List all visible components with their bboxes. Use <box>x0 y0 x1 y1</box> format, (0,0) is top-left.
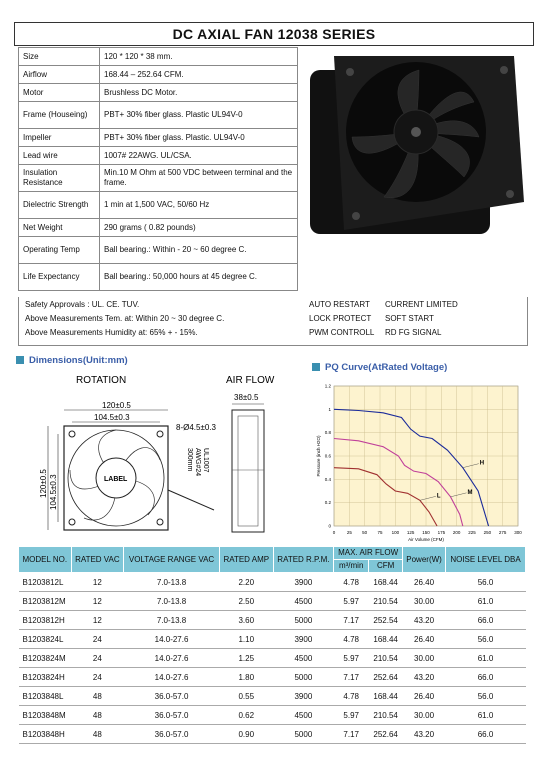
table-cell: 7.17 <box>334 668 369 687</box>
table-cell: 5.97 <box>334 592 369 611</box>
table-cell: 56.0 <box>446 687 526 706</box>
feature-pwm: PWM CONTROLL <box>309 328 375 337</box>
table-cell: 48 <box>71 687 124 706</box>
table-cell: 7.0-13.8 <box>124 573 220 592</box>
table-row <box>19 592 526 611</box>
spec-value: 168.44 – 252.64 CFM. <box>100 66 298 84</box>
table-cell: 168.44 <box>369 573 403 592</box>
spec-value: 120 * 120 * 38 mm. <box>100 48 298 66</box>
hub-label: LABEL <box>104 476 128 483</box>
table-cell: 12 <box>71 592 124 611</box>
spec-label: Lead wire <box>19 147 100 165</box>
table-cell: 48 <box>71 706 124 725</box>
table-cell: B1203812H <box>19 611 72 630</box>
spec-row <box>19 147 298 165</box>
table-cell: 30.00 <box>403 649 446 668</box>
table-cell: B1203824L <box>19 630 72 649</box>
table-cell: 56.0 <box>446 630 526 649</box>
table-cell: 210.54 <box>369 706 403 725</box>
table-cell: 5000 <box>273 611 334 630</box>
table-cell: 4500 <box>273 592 334 611</box>
spec-table <box>18 47 298 291</box>
x-tick-label: 250 <box>483 530 492 535</box>
wire-spec-1: UL1007 <box>202 448 209 473</box>
x-tick-label: 50 <box>362 530 368 535</box>
spec-row <box>19 48 298 66</box>
table-cell: 43.20 <box>403 611 446 630</box>
table-cell: 30.00 <box>403 706 446 725</box>
spec-row <box>19 219 298 237</box>
x-tick-label: 0 <box>332 530 336 535</box>
series-label: L <box>436 493 441 500</box>
table-cell: 2.50 <box>219 592 273 611</box>
table-cell: 0.62 <box>219 706 273 725</box>
table-cell: 61.0 <box>446 592 526 611</box>
spec-label: Airflow <box>19 66 100 84</box>
table-cell: B1203812L <box>19 573 72 592</box>
spec-value: 290 grams ( 0.82 pounds) <box>100 219 298 237</box>
y-axis-label: Pressure (inch H2O) <box>316 435 321 477</box>
table-row <box>19 649 526 668</box>
x-tick-label: 225 <box>468 530 476 535</box>
col-header: MAX. AIR FLOW <box>334 547 403 560</box>
height-hole-dimension: 104.5±0.3 <box>49 474 58 510</box>
x-tick-label: 200 <box>452 530 461 535</box>
height-dimension: 120±0.5 <box>39 469 48 498</box>
section-marker-icon <box>16 356 24 364</box>
depth-dimension: 38±0.5 <box>234 393 259 402</box>
table-cell: 252.54 <box>369 611 403 630</box>
feature-fg-signal: RD FG SIGNAL <box>385 328 442 337</box>
wire-spec-2: AWG#24 <box>194 448 201 477</box>
width-dimension: 120±0.5 <box>102 401 131 410</box>
feature-current-limited: CURRENT LIMITED <box>385 300 458 309</box>
spec-row <box>19 165 298 192</box>
table-cell: 168.44 <box>369 687 403 706</box>
table-cell: B1203848L <box>19 687 72 706</box>
x-tick-label: 100 <box>391 530 400 535</box>
x-tick-label: 150 <box>422 530 430 535</box>
x-tick-label: 125 <box>406 530 415 535</box>
table-cell: 168.44 <box>369 630 403 649</box>
spec-label: Frame (Houseing) <box>19 102 100 129</box>
spec-value: Brushless DC Motor. <box>100 84 298 102</box>
spec-value: 1007# 22AWG. UL/CSA. <box>100 147 298 165</box>
table-cell: 26.40 <box>403 630 446 649</box>
spec-value: Min.10 M Ohm at 500 VDC between terminal and the frame. <box>100 165 298 192</box>
spec-label: Operating Temp <box>19 237 100 264</box>
table-cell: 66.0 <box>446 668 526 687</box>
spec-label: Size <box>19 48 100 66</box>
y-tick-label: 1 <box>328 406 331 412</box>
table-cell: 30.00 <box>403 592 446 611</box>
table-cell: 5.97 <box>334 706 369 725</box>
spec-label: Motor <box>19 84 100 102</box>
table-cell: 12 <box>71 611 124 630</box>
table-cell: 252.64 <box>369 725 403 744</box>
table-cell: 1.80 <box>219 668 273 687</box>
table-cell: 26.40 <box>403 687 446 706</box>
feature-auto-restart: AUTO RESTART <box>309 300 370 309</box>
side-outline <box>232 410 264 532</box>
note-temp: Above Measurements Tem. at: Within 20 ~ 30 degree C. <box>25 314 225 323</box>
table-cell: B1203812M <box>19 592 72 611</box>
table-cell: 24 <box>71 630 124 649</box>
mount-hole-dimension: 8-Ø4.5±0.3 <box>176 423 216 432</box>
col-header: RATED AMP <box>219 547 273 573</box>
rotation-label: ROTATION <box>76 375 127 386</box>
table-row <box>19 725 526 744</box>
col-header: Power(W) <box>403 547 446 573</box>
pq-heading: PQ Curve(AtRated Voltage) <box>312 362 447 373</box>
table-cell: 2.20 <box>219 573 273 592</box>
table-cell: 210.54 <box>369 649 403 668</box>
spec-label: Net Weight <box>19 219 100 237</box>
spec-value: Ball bearing.: 50,000 hours at 45 degree C. <box>100 264 298 291</box>
table-cell: 210.54 <box>369 592 403 611</box>
series-label: M <box>467 489 473 496</box>
table-cell: 0.55 <box>219 687 273 706</box>
model-table <box>18 546 526 744</box>
table-cell: 14.0-27.6 <box>124 649 220 668</box>
table-cell: 5.97 <box>334 649 369 668</box>
table-row <box>19 611 526 630</box>
table-cell: 61.0 <box>446 706 526 725</box>
table-cell: 4.78 <box>334 573 369 592</box>
x-tick-label: 25 <box>346 530 352 535</box>
spec-value: PBT+ 30% fiber glass. Plastic UL94V-0 <box>100 102 298 129</box>
table-cell: 66.0 <box>446 725 526 744</box>
table-cell: 43.20 <box>403 668 446 687</box>
table-cell: 7.17 <box>334 611 369 630</box>
table-row <box>19 706 526 725</box>
table-cell: 3.60 <box>219 611 273 630</box>
table-cell: 4.78 <box>334 630 369 649</box>
col-subheader: CFM <box>369 560 403 573</box>
y-tick-label: 0 <box>328 523 331 529</box>
y-tick-label: 1.2 <box>324 383 331 389</box>
table-row <box>19 687 526 706</box>
table-cell: 61.0 <box>446 649 526 668</box>
dimensions-heading: Dimensions(Unit:mm) <box>16 355 128 366</box>
table-cell: 1.10 <box>219 630 273 649</box>
table-cell: 7.17 <box>334 725 369 744</box>
table-cell: 56.0 <box>446 573 526 592</box>
table-cell: 24 <box>71 668 124 687</box>
spec-row <box>19 264 298 291</box>
table-cell: B1203824M <box>19 649 72 668</box>
spec-row <box>19 84 298 102</box>
y-tick-label: 0.8 <box>324 430 331 436</box>
table-cell: 1.25 <box>219 649 273 668</box>
table-cell: 3900 <box>273 573 334 592</box>
table-cell: B1203848H <box>19 725 72 744</box>
table-cell: 48 <box>71 725 124 744</box>
table-row <box>19 668 526 687</box>
series-label: H <box>479 460 485 467</box>
table-cell: B1203824H <box>19 668 72 687</box>
y-tick-label: 0.4 <box>324 476 331 482</box>
table-cell: B1203848M <box>19 706 72 725</box>
table-cell: 4.78 <box>334 687 369 706</box>
table-cell: 14.0-27.6 <box>124 630 220 649</box>
dimension-drawing <box>18 370 288 540</box>
spec-row <box>19 102 298 129</box>
col-header: MODEL NO. <box>19 547 72 573</box>
col-subheader: m³/min <box>334 560 369 573</box>
fan-hub-center <box>411 127 421 137</box>
spec-label: Impeller <box>19 129 100 147</box>
table-cell: 5000 <box>273 725 334 744</box>
table-cell: 7.0-13.8 <box>124 611 220 630</box>
table-cell: 4500 <box>273 706 334 725</box>
spec-label: Dielectric Strength <box>19 192 100 219</box>
airflow-label: AIR FLOW <box>226 375 275 386</box>
spec-label: Insulation Resistance <box>19 165 100 192</box>
col-header: VOLTAGE RANGE VAC <box>124 547 220 573</box>
table-cell: 4500 <box>273 649 334 668</box>
table-cell: 3900 <box>273 630 334 649</box>
table-cell: 12 <box>71 573 124 592</box>
page-title: DC AXIAL FAN 12038 SERIES <box>14 22 534 46</box>
x-axis-label: Air Volume (CFM) <box>408 537 444 542</box>
table-cell: 36.0-57.0 <box>124 706 220 725</box>
table-cell: 0.90 <box>219 725 273 744</box>
wire-spec-3: 300mm <box>186 448 193 472</box>
x-tick-label: 75 <box>377 530 383 535</box>
feature-lock-protect: LOCK PROTECT <box>309 314 372 323</box>
feature-soft-start: SOFT START <box>385 314 434 323</box>
spec-label: Life Expectancy <box>19 264 100 291</box>
table-cell: 66.0 <box>446 611 526 630</box>
spec-row <box>19 237 298 264</box>
table-cell: 36.0-57.0 <box>124 687 220 706</box>
x-tick-label: 175 <box>437 530 446 535</box>
spec-row <box>19 66 298 84</box>
table-cell: 24 <box>71 649 124 668</box>
table-cell: 26.40 <box>403 573 446 592</box>
table-row <box>19 573 526 592</box>
section-marker-icon <box>312 363 320 371</box>
table-cell: 7.0-13.8 <box>124 592 220 611</box>
col-header: NOISE LEVEL DBA <box>446 547 526 573</box>
spec-value: Ball bearing.: Within - 20 ~ 60 degree C. <box>100 237 298 264</box>
x-tick-label: 275 <box>498 530 507 535</box>
fan-photo <box>304 52 526 236</box>
x-tick-label: 300 <box>514 530 522 535</box>
table-cell: 5000 <box>273 668 334 687</box>
pq-chart <box>312 376 528 542</box>
spec-value: PBT+ 30% fiber glass. Plastic. UL94V-0 <box>100 129 298 147</box>
spec-row <box>19 129 298 147</box>
notes-box <box>18 297 528 346</box>
note-humidity: Above Measurements Humidity at: 65% + - 15%. <box>25 328 198 337</box>
table-cell: 3900 <box>273 687 334 706</box>
col-header: RATED R.P.M. <box>273 547 334 573</box>
table-cell: 36.0-57.0 <box>124 725 220 744</box>
y-tick-label: 0.2 <box>324 500 331 506</box>
note-safety: Safety Approvals : UL. CE. TUV. <box>25 300 140 309</box>
table-cell: 43.20 <box>403 725 446 744</box>
table-cell: 252.64 <box>369 668 403 687</box>
y-tick-label: 0.6 <box>324 453 331 459</box>
hole-spacing-dimension: 104.5±0.3 <box>94 413 130 422</box>
table-cell: 14.0-27.6 <box>124 668 220 687</box>
spec-value: 1 min at 1,500 VAC, 50/60 Hz <box>100 192 298 219</box>
spec-row <box>19 192 298 219</box>
col-header: RATED VAC <box>71 547 124 573</box>
table-row <box>19 630 526 649</box>
